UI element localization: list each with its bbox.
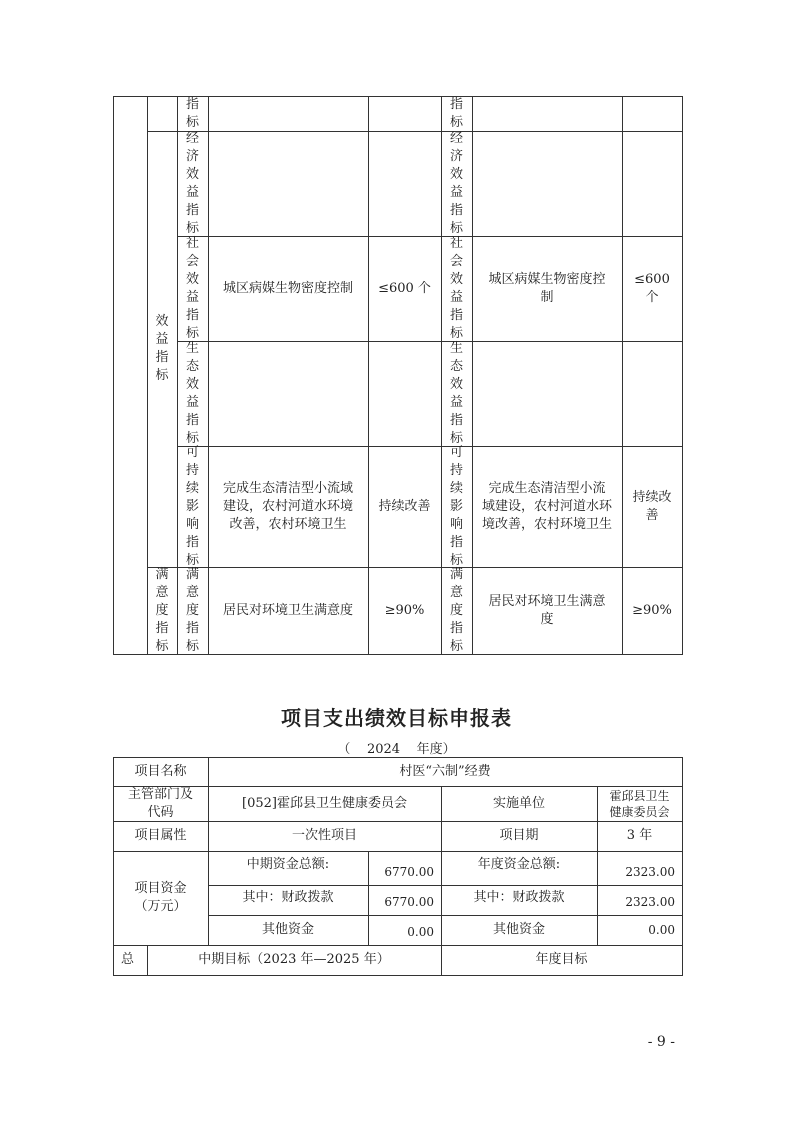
row-value: ≤600 个 [378, 280, 431, 296]
mid-total-value: 6770.00 [384, 865, 434, 879]
year-fiscal-value: 2323.00 [625, 895, 675, 909]
row-sub-label: 满 意 度 指 标 [185, 566, 199, 654]
row-value-right: ≤600 个 [634, 271, 670, 305]
row-value: ≥90% [384, 602, 425, 618]
form-year: （ 2024 年度） [337, 742, 456, 757]
row-value-right: 持续改 善 [632, 489, 672, 523]
row-sub-label-right: 社 会 效 益 指 标 [449, 235, 463, 341]
year-other-value: 0.00 [648, 923, 675, 937]
project-name-label: 项目名称 [134, 763, 187, 779]
row-sub-label-right: 经 济 效 益 指 标 [449, 130, 463, 236]
group-satisfaction-label: 满 意 度 指 标 [155, 566, 169, 654]
row-sub-label-right: 生 态 效 益 指 标 [449, 340, 463, 446]
funds-label: 项目资金 （万元） [134, 881, 187, 914]
dept-label: 主管部门及 代码 [127, 786, 193, 820]
mid-goal-label: 中期目标（2023 年—2025 年） [198, 952, 390, 967]
row-content: 完成生态清洁型小流域 建设，农村河道水环境 改善，农村环境卫生 [222, 480, 353, 532]
row-value-right: ≥90% [632, 602, 672, 618]
row-content: 城区病媒生物密度控制 [222, 280, 353, 296]
attr-label: 项目属性 [134, 828, 187, 843]
period-label: 项目期 [499, 828, 539, 843]
mid-fiscal-value: 6770.00 [384, 895, 434, 909]
form-title: 项目支出绩效目标申报表 [281, 706, 512, 730]
mid-other-label: 其他资金 [261, 922, 314, 937]
year-total-value: 2323.00 [625, 865, 675, 879]
row-sub-label-right: 指 标 [449, 96, 463, 130]
row-sub-label: 社 会 效 益 指 标 [185, 235, 199, 341]
year-other-label: 其他资金 [492, 922, 545, 937]
mid-total-label: 中期资金总额: [246, 857, 330, 872]
page-number: - 9 - [647, 1034, 675, 1050]
row-value: 持续改善 [378, 498, 431, 514]
year-total-label: 年度资金总额: [477, 857, 561, 872]
mid-fiscal-label: 其中：财政拨款 [242, 890, 334, 905]
row-content: 居民对环境卫生满意度 [222, 602, 353, 618]
project-name-value: 村医“六制”经费 [399, 763, 491, 779]
attr-value: 一次性项目 [291, 828, 357, 843]
period-value: 3 年 [626, 828, 653, 843]
row-sub-label: 经 济 效 益 指 标 [185, 130, 199, 236]
row-content-right: 城区病媒生物密度控 制 [488, 271, 606, 305]
row-sub-label-right: 满 意 度 指 标 [449, 566, 463, 654]
dept-value: [052]霍邱县卫生健康委员会 [242, 795, 407, 811]
mid-other-value: 0.00 [407, 925, 434, 939]
impl-value: 霍邱县卫生 健康委员会 [609, 788, 670, 819]
row-sub-label: 指 标 [185, 96, 199, 130]
year-fiscal-label: 其中：财政拨款 [473, 890, 565, 905]
year-goal-label: 年度目标 [535, 952, 588, 967]
row-sub-label-right: 可 持 续 影 响 指 标 [449, 444, 463, 568]
impl-label: 实施单位 [492, 795, 545, 811]
total-goal-label: 总 [121, 952, 135, 967]
row-content-right: 居民对环境卫生满意 度 [488, 593, 606, 627]
row-content-right: 完成生态清洁型小流 域建设，农村河道水环 境改善，农村环境卫生 [481, 480, 612, 532]
row-sub-label: 生 态 效 益 指 标 [185, 340, 199, 446]
row-sub-label: 可 持 续 影 响 指 标 [185, 444, 199, 568]
group-benefit-label: 效 益 指 标 [155, 314, 169, 383]
